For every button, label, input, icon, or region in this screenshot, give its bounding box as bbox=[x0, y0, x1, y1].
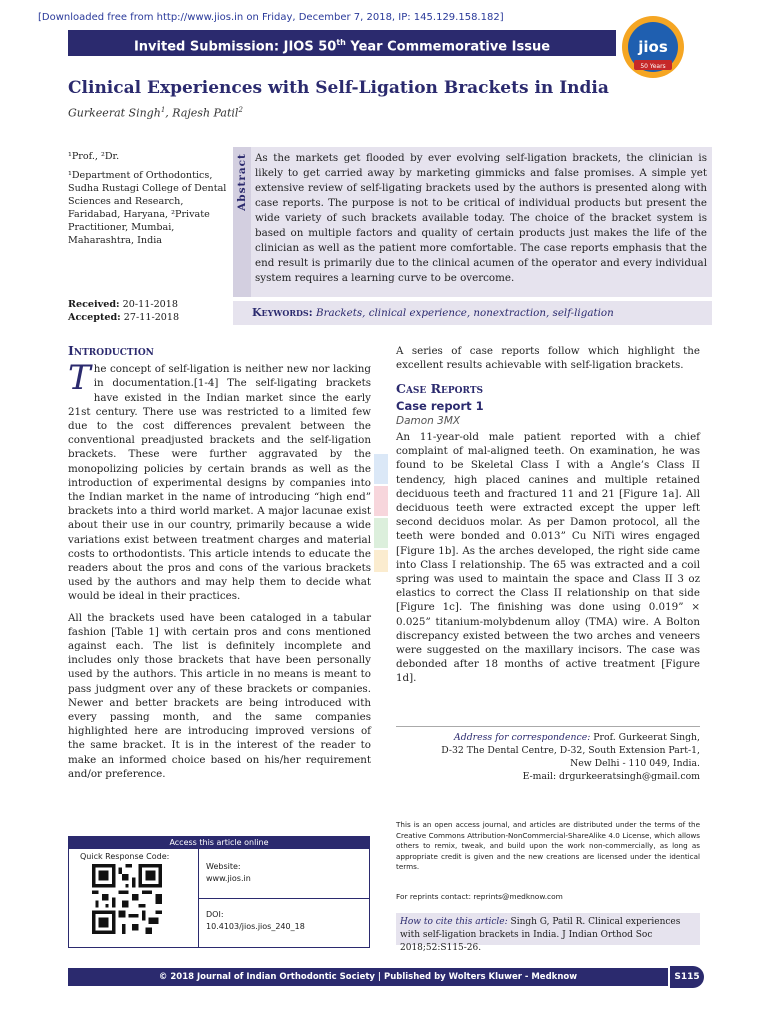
qr-label: Quick Response Code: bbox=[80, 852, 170, 861]
article-dates: Received: 20-11-2018 Accepted: 27-11-2018 bbox=[68, 299, 180, 323]
qr-code[interactable] bbox=[92, 864, 162, 934]
access-divider-horizontal bbox=[198, 898, 370, 899]
author-list: Gurkeerat Singh$^1$, Rajesh Patil$^2$ bbox=[68, 106, 243, 120]
article-title: Clinical Experiences with Self-Ligation Brackets in India bbox=[68, 78, 609, 98]
introduction-heading: Introduction bbox=[68, 343, 154, 358]
doi-label: DOI: bbox=[206, 910, 224, 919]
affiliations bbox=[68, 150, 228, 253]
website-label: Website: bbox=[206, 862, 241, 871]
abstract-label: Abstract bbox=[236, 153, 248, 211]
drop-cap: T bbox=[68, 358, 91, 399]
page-number: S115 bbox=[670, 966, 704, 988]
intro-paragraph-1: The concept of self-ligation is neither new nor lacking in documentation.[1-4] The self-ligating brackets have existed in the Indian market since the early 21st century. There use was restricted to a limited few due to the cost differences prevalent between the conventional preadjusted brackets and the self-ligation brackets. These were further aggravated by the monopolizing policies by certain brands as well as the introduction of experimental designs by companies into the Indian market in the name of introducing “high end” brackets into a third world market. A major lacunae exist about their use in our country, primarily because a wide variations exist between treatment charges and material costs to orthodontists. This article intends to educate the readers about the pros and cons of the various brackets used by the authors and may help them to decide what would be ideal in their practices. bbox=[68, 358, 371, 603]
doi-link[interactable]: 10.4103/jios.jios_240_18 bbox=[206, 922, 305, 931]
intro-paragraph-2: All the brackets used have been cataloged in a tabular fashion [Table 1] with certain pros and cons mentioned against each. The list is definitely incomplete and includes only those brackets that have been personally used by the authors. This article in no means is meant to pass judgment over any of these brackets or companies. Newer and better brackets are being introduced with every passing month, and the same companies highlighted here are introducing improved versions of the same bracket. It is in the interest of the reader to make an informed choice based on his/her requirement and/or preference. bbox=[68, 611, 371, 780]
introduction-column bbox=[68, 344, 371, 788]
citation-box: How to cite this article: Singh G, Patil R. Clinical experiences with self-ligation brackets in India. J Indian Orthod Soc 2018;52:S115-26. bbox=[396, 913, 700, 945]
issue-banner: Invited Submission: JIOS 50th Year Commemorative Issue bbox=[68, 30, 616, 56]
case-report-1-heading: Case report 1 bbox=[396, 398, 484, 413]
journal-logo bbox=[620, 14, 686, 80]
series-intro: A series of case reports follow which highlight the excellent results achievable with self-ligation brackets. bbox=[396, 345, 700, 372]
website-link[interactable]: www.jios.in bbox=[206, 874, 251, 883]
page-footer: © 2018 Journal of Indian Orthodontic Society | Published by Wolters Kluwer - Medknow bbox=[68, 968, 668, 986]
case-report-1-bracket: Damon 3MX bbox=[396, 414, 461, 427]
correspondence: Address for correspondence: Prof. Gurkeerat Singh, D-32 The Dental Centre, D-32, South Extension Part-1, New Delhi - 110 049, India. E-mail: drgurkeeratsingh@gmail.com bbox=[396, 726, 700, 783]
license-note: This is an open access journal, and articles are distributed under the terms of the Creative Commons Attribution-NonCommercial-ShareAlike 4.0 License, which allows others to remix, tweak, and build upon the work non-commercially, as long as appropriate credit is given and the new creations are licensed under the identical terms. bbox=[396, 820, 700, 871]
svg-text:50 Years: 50 Years bbox=[640, 63, 666, 70]
author-roles: ¹Prof., ²Dr. bbox=[68, 151, 120, 162]
correspondence-email: E-mail: drgurkeeratsingh@gmail.com bbox=[522, 771, 700, 782]
case-reports-column bbox=[396, 344, 700, 693]
case-reports-heading: Case Reports bbox=[396, 381, 484, 397]
affiliation-text: ¹Department of Orthodontics, Sudha Rustagi College of Dental Sciences and Research, Faridabad, Haryana, ²Private Practitioner, Mumbai, Maharashtra, India bbox=[68, 170, 227, 246]
svg-text:jios: jios bbox=[638, 38, 668, 56]
keywords: Keywords: Brackets, clinical experience, nonextraction, self-ligation bbox=[252, 306, 614, 319]
reprints-note: For reprints contact: reprints@medknow.com bbox=[396, 892, 563, 901]
access-online-header: Access this article online bbox=[68, 836, 370, 849]
download-note: [Downloaded free from http://www.jios.in on Friday, December 7, 2018, IP: 145.129.158.182] bbox=[38, 12, 504, 23]
watermark-graphic bbox=[370, 454, 392, 574]
case-report-1-text: An 11-year-old male patient reported with a chief complaint of mal-aligned teeth. On examination, he was found to be Skeletal Class I with a Angle’s Class II tendency, high placed canines and multiple retained deciduous teeth and fractured 11 and 21 [Figure 1a]. All deciduous teeth were extracted except the upper left second deciduos molar. As per Damon protocol, all the teeth were bonded and 0.013” Cu NiTi wires engaged [Figure 1b]. As the arches developed, the right side came into Class I relationship. The 65 was extracted and a coil spring was used to maintain the space and Class II 3 oz elastics to correct the Class II relationship on that side [Figure 1c]. The finishing was done using 0.019” × 0.025” titanium-molybdenum alloy (TMA) wire. A Bolton discrepancy existed between the two arches and veneers were suggested on the maxillary incisors. The case was debonded after 18 months of active treatment [Figure 1d]. bbox=[396, 431, 700, 685]
abstract-text: As the markets get flooded by ever evolving self-ligation brackets, the clinician is likely to get carried away by marketing gimmicks and false promises. A simple yet extensive review of self-ligating brackets used by the authors is presented along with case reports. The purpose is not to be critical of individual products but present the wide variety of such brackets available today. The choice of the bracket system is based on multiple factors and quality of certain products just makes the life of the clinician as well as the patient more comfortable. The case reports emphasis that the end result is primarily due to the clinical acumen of the operator and every individual system requires a learning curve to be overcome. bbox=[255, 152, 707, 284]
